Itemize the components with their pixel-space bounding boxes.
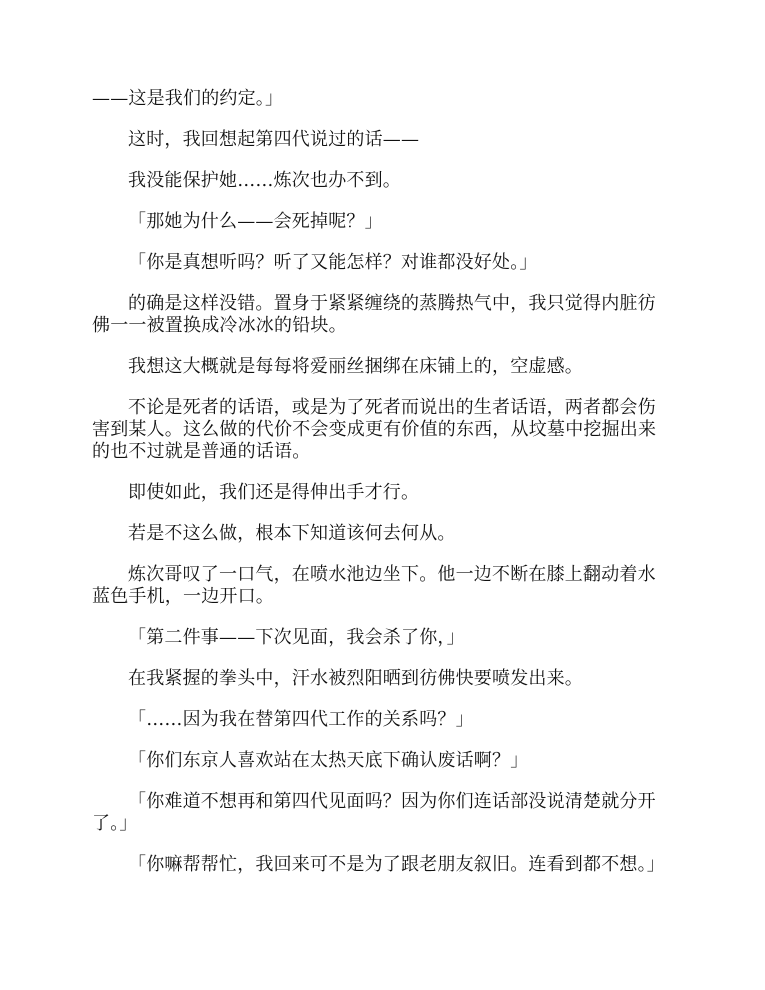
paragraph-17: 「你嘛帮帮忙，我回来可不是为了跟老朋友叙旧。连看到都不想。」 xyxy=(128,854,665,875)
paragraph-8: 不论是死者的话语，或是为了死者而说出的生者话语，两者都会伤害到某人。这么做的代价不会变成更有价值的东西，从坟墓中挖掘出来的也不过就是普通的话语。 xyxy=(92,397,657,462)
paragraph-15: 「你们东京人喜欢站在太热天底下确认废话啊？」 xyxy=(128,750,529,771)
paragraph-1: ——这是我们的约定。」 xyxy=(92,88,284,109)
paragraph-10: 若是不这么做，根本下知道该何去何从。 xyxy=(128,523,456,544)
paragraph-13: 在我紧握的拳头中，汗水被烈阳晒到彷佛快要喷发出来。 xyxy=(128,668,583,689)
paragraph-4: 「那她为什么——会死掉呢？」 xyxy=(128,211,383,232)
paragraph-12: 「第二件事——下次见面，我会杀了你，」 xyxy=(128,627,465,648)
paragraph-2: 这时，我回想起第四代说过的话—— xyxy=(128,129,420,150)
paragraph-11: 炼次哥叹了一口气，在喷水池边坐下。他一边不断在膝上翻动着水蓝色手机，一边开口。 xyxy=(92,564,656,607)
paragraph-5: 「你是真想听吗？听了又能怎样？对谁都没好处。」 xyxy=(128,252,538,273)
paragraph-7: 我想这大概就是每每将爱丽丝捆绑在床铺上的，空虚感。 xyxy=(128,356,583,377)
paragraph-16: 「你难道不想再和第四代见面吗？因为你们连话部没说清楚就分开了。」 xyxy=(92,791,656,834)
paragraph-6: 的确是这样没错。置身于紧紧缠绕的蒸腾热气中，我只觉得内脏彷佛一一被置换成冷冰冰的铅块。 xyxy=(92,293,656,336)
paragraph-3: 我没能保护她……炼次也办不到。 xyxy=(128,170,401,191)
paragraph-14: 「……因为我在替第四代工作的关系吗？」 xyxy=(128,709,474,730)
paragraph-9: 即使如此，我们还是得伸出手才行。 xyxy=(128,482,420,503)
